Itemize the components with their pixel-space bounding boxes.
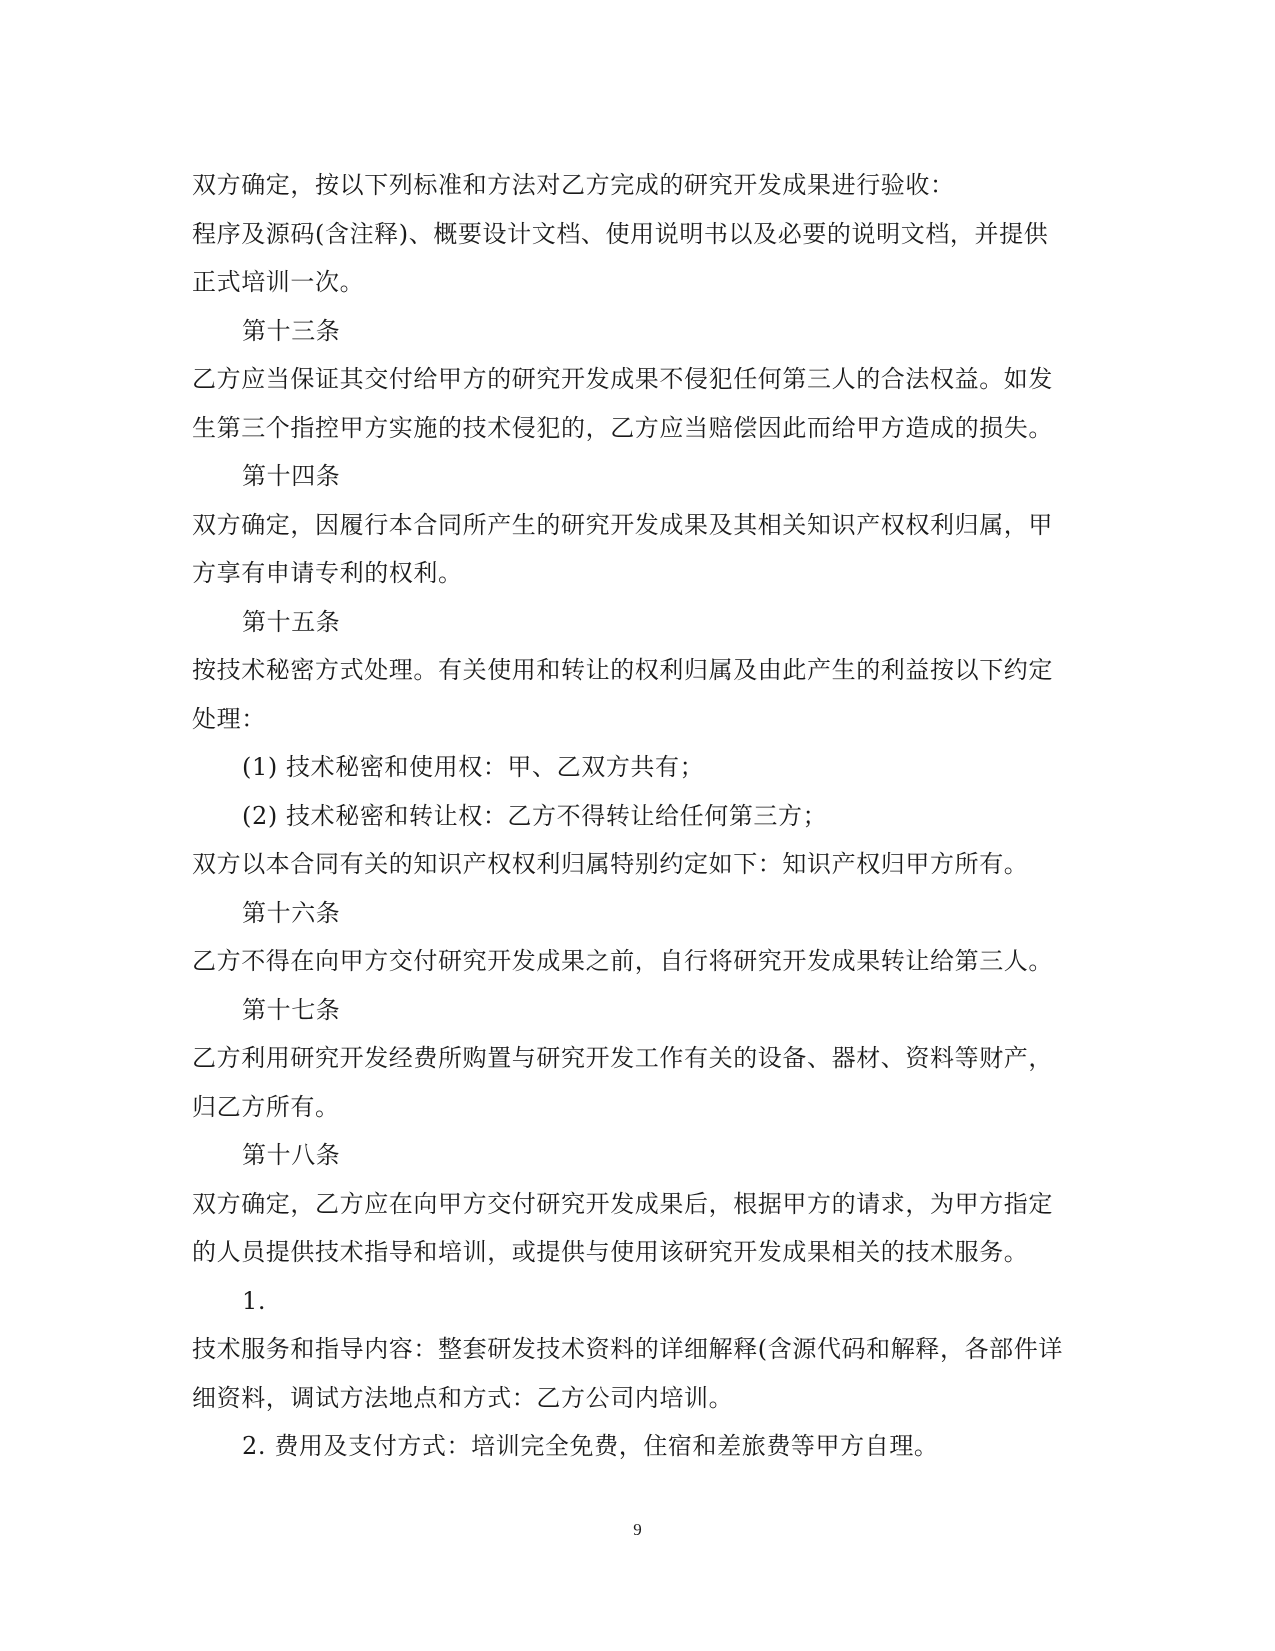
list-item: (2) 技术秘密和转让权：乙方不得转让给任何第三方； (242, 801, 828, 830)
list-number: 1. (242, 1286, 267, 1315)
body-text-line: 归乙方所有。 (192, 1092, 340, 1121)
list-item: (1) 技术秘密和使用权：甲、乙双方共有； (242, 753, 705, 781)
body-text-line: 双方确定，因履行本合同所产生的研究开发成果及其相关知识产权权利归属，甲 (192, 510, 1053, 539)
body-text-line: 细资料，调试方法地点和方式：乙方公司内培训。 (192, 1383, 734, 1412)
body-text-line: 处理： (192, 704, 266, 733)
body-text-line: 的人员提供技术指导和培训，或提供与使用该研究开发成果相关的技术服务。 (192, 1238, 1029, 1266)
body-text-line: 程序及源码(含注释)、概要设计文档、使用说明书以及必要的说明文档，并提供 (192, 219, 1049, 248)
body-text-line: 正式培训一次。 (192, 268, 365, 296)
article-heading: 第十四条 (242, 462, 341, 490)
page-number: 9 (633, 1520, 642, 1539)
body-text-line: 双方以本合同有关的知识产权权利归属特别约定如下：知识产权归甲方所有。 (192, 850, 1029, 878)
article-heading: 第十三条 (242, 316, 341, 345)
article-heading: 第十五条 (242, 607, 341, 636)
body-text-line: 方享有申请专利的权利。 (192, 559, 463, 587)
body-text-line: 乙方不得在向甲方交付研究开发成果之前，自行将研究开发成果转让给第三人。 (192, 947, 1053, 975)
body-text-line: 乙方应当保证其交付给甲方的研究开发成果不侵犯任何第三人的合法权益。如发 (192, 365, 1053, 393)
article-heading: 第十七条 (242, 995, 341, 1024)
list-item: 2. 费用及支付方式：培训完全免费，住宿和差旅费等甲方自理。 (242, 1432, 939, 1460)
article-heading: 第十八条 (242, 1141, 341, 1169)
article-heading: 第十六条 (242, 898, 341, 927)
body-text-line: 按技术秘密方式处理。有关使用和转让的权利归属及由此产生的利益按以下约定 (192, 656, 1053, 684)
body-text-line: 技术服务和指导内容：整套研发技术资料的详细解释(含源代码和解释，各部件详 (192, 1335, 1063, 1363)
body-text-line: 双方确定，按以下列标准和方法对乙方完成的研究开发成果进行验收： (192, 171, 955, 199)
body-text-line: 乙方利用研究开发经费所购置与研究开发工作有关的设备、器材、资料等财产， (192, 1044, 1053, 1072)
body-text-line: 生第三个指控甲方实施的技术侵犯的，乙方应当赔偿因此而给甲方造成的损失。 (192, 413, 1053, 442)
document-body (192, 161, 1092, 1471)
body-text-line: 双方确定，乙方应在向甲方交付研究开发成果后，根据甲方的请求，为甲方指定 (192, 1189, 1053, 1218)
